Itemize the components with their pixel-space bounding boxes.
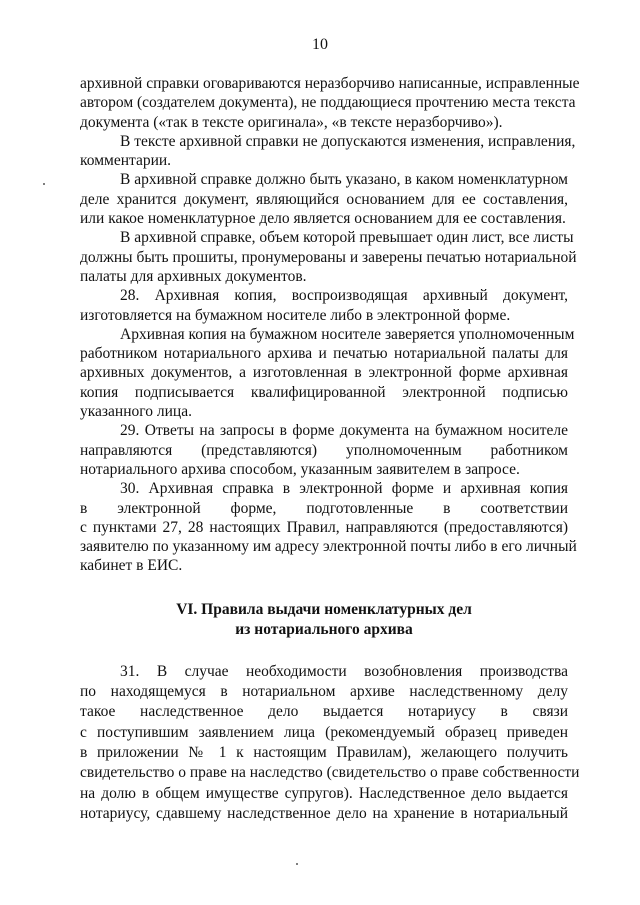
paragraph-item-28 <box>80 286 568 325</box>
paragraph-multi-sheet <box>80 228 577 286</box>
text-line: нотариусу, сдавшему наследственное дело на хранение в нотариальный <box>80 804 568 822</box>
text-line: автором (создателем документа), не поддающиеся прочтению места текста <box>80 94 576 112</box>
text-line: 28. Архивная копия, воспроизводящая архивный документ, <box>120 287 568 305</box>
text-line: изготовляется на бумажном носителе либо в электронной форме. <box>80 306 511 324</box>
scan-speck <box>43 183 45 185</box>
heading-line: VI. Правила выдачи номенклатурных дел <box>176 600 472 618</box>
text-line: 29. Ответы на запросы в форме документа на бумажном носителе <box>120 422 568 440</box>
text-line: свидетельство о праве на наследство (свидетельство о праве собственности <box>80 764 580 782</box>
text-line: документа («так в тексте оригинала», «в тексте неразборчиво»). <box>80 113 503 131</box>
text-line: 31. В случае необходимости возобновления производства <box>120 662 568 680</box>
text-line: работником нотариального архива и печатью нотариальной палаты для <box>80 345 568 363</box>
text-line: указанного лица. <box>80 403 192 421</box>
text-line: В архивной справке должно быть указано, в каком номенклатурном <box>120 171 568 189</box>
section-heading <box>80 600 568 640</box>
text-line: такое наследственное дело выдается нотариусу в связи <box>80 703 568 721</box>
text-line: Архивная копия на бумажном носителе заверяется уполномоченным <box>120 325 575 343</box>
text-line: В архивной справке, объем которой превышает один лист, все листы <box>120 229 574 247</box>
text-line: комментарии. <box>80 152 172 170</box>
text-line: нотариального архива способом, указанным заявителем в запросе. <box>80 460 520 478</box>
text-line: кабинет в ЕИС. <box>80 557 183 575</box>
text-line: на долю в общем имуществе супругов). Наследственное дело выдается <box>80 784 568 802</box>
text-line: архивной справки оговариваются неразборчиво написанные, исправленные <box>80 75 580 92</box>
text-line: должны быть прошиты, пронумерованы и заверены печатью нотариальной <box>80 248 577 266</box>
text-line: заявителю по указанному им адресу электронной почты либо в его личный <box>80 538 577 556</box>
heading-line: из нотариального архива <box>235 620 413 638</box>
paragraph-no-changes <box>80 132 576 171</box>
paragraph-item-31 <box>80 662 580 824</box>
text-line: архивных документов, а изготовленная в электронной форме архивная <box>80 364 568 382</box>
text-line: в электронной форме, подготовленные в соответствии <box>80 499 568 517</box>
document-body <box>80 74 580 824</box>
paragraph-continuation <box>80 74 580 132</box>
text-line: копия подписывается квалифицированной электронной подписью <box>80 383 568 401</box>
text-line: в приложении № 1 к настоящим Правилам), желающего получить <box>80 743 568 761</box>
text-line: палаты для архивных документов. <box>80 267 307 285</box>
text-line: деле хранится документ, являющийся основанием для ее составления, <box>80 190 568 208</box>
text-line: с поступившим заявлением лица (рекомендуемый образец приведен <box>80 723 568 741</box>
text-line: направляются (представляются) уполномоченным работником <box>80 441 568 459</box>
text-line: В тексте архивной справки не допускаются изменения, исправления, <box>120 132 576 150</box>
scan-speck <box>296 863 298 865</box>
paragraph-paper-copy <box>80 325 575 421</box>
text-line: или какое номенклатурное дело является основанием для ее составления. <box>80 210 566 228</box>
spacer <box>80 640 568 662</box>
paragraph-nomenclature-case <box>80 170 568 228</box>
text-line: с пунктами 27, 28 настоящих Правил, направляются (предоставляются) <box>80 518 568 536</box>
page-number: 10 <box>312 36 328 53</box>
paragraph-item-30 <box>80 479 577 575</box>
paragraph-item-29 <box>80 421 568 479</box>
text-line: по находящемуся в нотариальном архиве наследственному делу <box>80 683 568 701</box>
spacer <box>80 576 568 600</box>
text-line: 30. Архивная справка в электронной форме и архивная копия <box>120 480 568 498</box>
